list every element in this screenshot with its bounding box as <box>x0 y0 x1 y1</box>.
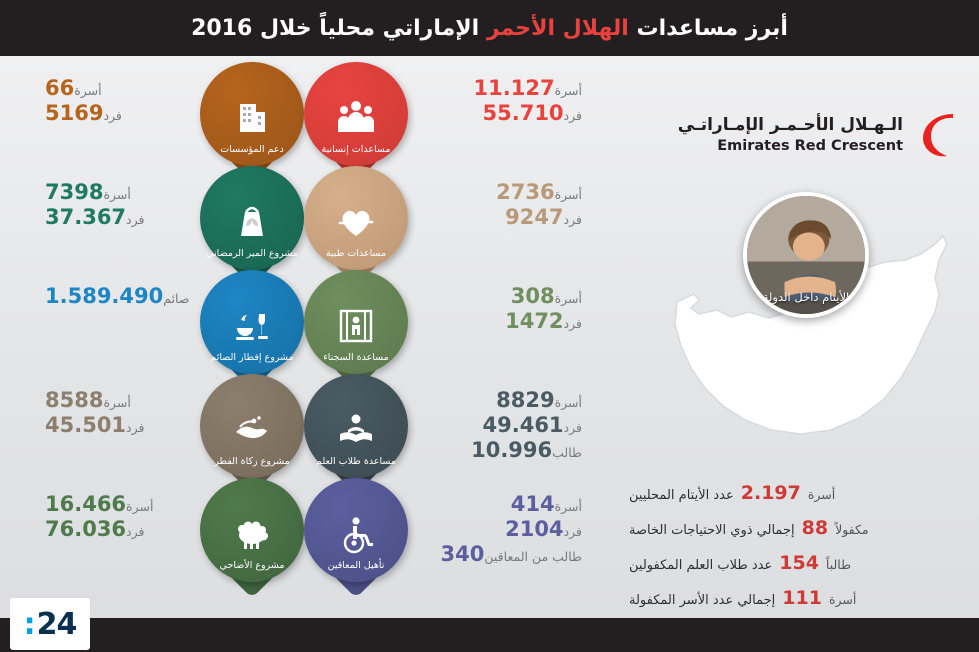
rs-value: 2.197 <box>740 482 801 504</box>
stat-unit: فرد <box>126 523 145 539</box>
rs-label: إجمالي عدد الأسر المكفولة <box>629 593 776 608</box>
erc-logo <box>678 108 965 160</box>
stat-value: 414 <box>510 492 555 516</box>
pin-institutions-support[interactable] <box>200 62 304 182</box>
heartbeat-icon <box>334 200 378 244</box>
stat-line <box>430 438 582 463</box>
stat-unit: أسرة <box>126 499 154 514</box>
stat-line <box>430 205 582 230</box>
hands-giving-icon <box>230 408 274 452</box>
sponsored-students-count <box>629 552 969 574</box>
stat-value: 37.367 <box>45 204 127 229</box>
pin-row <box>0 62 620 166</box>
pin-row <box>0 270 620 374</box>
red-crescent-icon <box>913 108 965 160</box>
stat-value: 5169 <box>45 100 104 125</box>
logo-number: 24 <box>36 606 77 642</box>
pin-prisoners-aid[interactable] <box>304 270 408 390</box>
stat-line <box>430 388 582 413</box>
sheep-icon <box>230 512 274 556</box>
rs-unit: مكفولاً <box>835 522 869 537</box>
stat-value: 66 <box>45 76 75 100</box>
stat-value: 340 <box>440 541 485 566</box>
pin-label-zakat-alfitr-project: مشروع زكاة الفطر <box>214 455 290 467</box>
stat-unit: فرد <box>563 419 582 435</box>
pin-medical-aid[interactable] <box>304 166 408 286</box>
header-bar <box>0 0 979 56</box>
pin-students-aid[interactable] <box>304 374 408 494</box>
pin-row <box>0 478 620 582</box>
orphans-photo-pin <box>743 192 869 352</box>
stat-unit: طالب <box>552 444 582 460</box>
stat-line <box>40 76 192 101</box>
stat-value: 45.501 <box>45 412 127 437</box>
stat-unit: فرد <box>103 107 122 123</box>
stat-unit: أسرة <box>554 83 582 98</box>
stat-unit: أسرة <box>554 499 582 514</box>
stat-line <box>40 101 192 126</box>
rs-unit: أسرة <box>807 487 836 502</box>
stat-line <box>40 492 192 517</box>
stat-value: 10.996 <box>471 437 553 462</box>
stats-iftar-saem-project <box>40 270 192 309</box>
stat-line <box>430 101 582 126</box>
pin-label-prisoners-aid: مساعدة السجناء <box>323 351 389 363</box>
brand-name-arabic: الـهـلال الأحـمـر الإمـاراتـي <box>677 114 903 135</box>
stat-unit: أسرة <box>554 395 582 410</box>
stat-value: 11.127 <box>473 76 555 100</box>
stat-value: 76.036 <box>45 516 127 541</box>
stat-line <box>40 413 192 438</box>
pin-label-institutions-support: دعم المؤسسات <box>220 143 284 155</box>
pin-label-medical-aid: مساعدات طبية <box>325 247 387 259</box>
pin-label-ramadan-mir-project: مشروع المير الرمضاني <box>206 247 298 259</box>
stats-institutions-support <box>40 62 192 126</box>
stat-unit: طالب من المعاقين <box>484 548 582 564</box>
title-part-before: أبرز مساعدات <box>628 15 788 41</box>
stat-unit: فرد <box>563 107 582 123</box>
stat-value: 1472 <box>505 308 564 333</box>
rs-value: 154 <box>779 552 819 574</box>
pin-adahi-project[interactable] <box>200 478 304 598</box>
stat-value: 8588 <box>45 388 104 412</box>
title-part-after: الإماراتي محلياً خلال 2016 <box>191 15 487 41</box>
stat-line <box>430 517 582 542</box>
stat-unit: فرد <box>126 211 145 227</box>
stat-line <box>430 309 582 334</box>
rs-label: عدد الأيتام المحليين <box>629 488 734 503</box>
wheelchair-icon <box>334 512 378 556</box>
sponsored-families-total <box>629 587 969 609</box>
stat-unit: أسرة <box>554 291 582 306</box>
stats-medical-aid <box>430 166 582 230</box>
stat-unit: فرد <box>563 523 582 539</box>
pin-disabled-rehabilitation[interactable] <box>304 478 408 598</box>
rs-unit: طالباً <box>825 557 852 572</box>
stat-value: 9247 <box>505 204 564 229</box>
family-icon <box>334 96 378 140</box>
building-icon <box>230 96 274 140</box>
stat-value: 16.466 <box>45 492 127 516</box>
rs-value: 88 <box>801 517 829 539</box>
rs-unit: أسرة <box>828 592 857 607</box>
special-needs-total <box>629 517 969 539</box>
pin-label-disabled-rehabilitation: تأهيل المعاقين <box>327 559 385 571</box>
stat-unit: أسرة <box>74 83 102 98</box>
pin-row <box>0 166 620 270</box>
rs-value: 111 <box>782 587 822 609</box>
stat-unit: فرد <box>126 419 145 435</box>
stat-value: 2104 <box>505 516 564 541</box>
footer-bar <box>0 618 979 652</box>
photo-caption: الأيتام داخل الدولة <box>762 290 850 304</box>
iftar-icon <box>230 304 274 348</box>
pin-label-adahi-project: مشروع الأضاحي <box>219 559 285 571</box>
stats-zakat-alfitr-project <box>40 374 192 438</box>
orphan-statistics-list <box>629 482 969 622</box>
stat-unit: فرد <box>563 315 582 331</box>
stats-ramadan-mir-project <box>40 166 192 230</box>
stat-line <box>430 492 582 517</box>
stat-unit: فرد <box>563 211 582 227</box>
stat-value: 1.589.490 <box>45 284 164 308</box>
pin-row <box>0 374 620 478</box>
stat-line <box>430 413 582 438</box>
pin-label-students-aid: مساعدة طلاب العلم <box>316 455 396 467</box>
pin-label-humanitarian-aid: مساعدات إنسانية <box>321 143 391 155</box>
stats-disabled-rehabilitation <box>430 478 582 566</box>
pin-label-iftar-saem-project: مشروع إفطار الصائم <box>210 351 294 363</box>
pin-zakat-alfitr-project[interactable] <box>200 374 304 494</box>
rs-label: عدد طلاب العلم المكفولين <box>629 558 773 573</box>
page-title <box>191 16 788 41</box>
stat-line <box>40 205 192 230</box>
logo-colon: : <box>23 606 35 642</box>
stat-unit: أسرة <box>554 187 582 202</box>
stat-line <box>40 517 192 542</box>
stats-adahi-project <box>40 478 192 542</box>
stat-line <box>40 388 192 413</box>
brand-name-english: Emirates Red Crescent <box>717 137 903 154</box>
stat-unit: أسرة <box>103 187 131 202</box>
stat-line <box>430 76 582 101</box>
stat-value: 8829 <box>496 388 555 412</box>
stat-value: 2736 <box>496 180 555 204</box>
stat-unit: أسرة <box>103 395 131 410</box>
stats-humanitarian-aid <box>430 62 582 126</box>
aid-categories-grid <box>0 62 620 622</box>
reading-icon <box>334 408 378 452</box>
right-panel <box>619 62 979 622</box>
pin-ramadan-mir-project[interactable] <box>200 166 304 286</box>
stat-value: 7398 <box>45 180 104 204</box>
stat-value: 49.461 <box>482 412 564 437</box>
logo-24[interactable] <box>10 598 90 650</box>
local-orphans-count <box>629 482 969 504</box>
title-highlight: الهلال الأحمر <box>486 15 629 41</box>
stat-line <box>430 284 582 309</box>
stat-line <box>430 180 582 205</box>
food-bag-icon <box>230 200 274 244</box>
stats-students-aid <box>430 374 582 462</box>
stat-line <box>430 542 582 567</box>
stats-prisoners-aid <box>430 270 582 334</box>
prison-icon <box>334 304 378 348</box>
rs-label: إجمالي ذوي الاحتياجات الخاصة <box>629 523 795 538</box>
stat-value: 55.710 <box>482 100 564 125</box>
stat-value: 308 <box>510 284 555 308</box>
stat-line <box>40 180 192 205</box>
orphan-photo <box>743 192 869 318</box>
stat-line <box>40 284 192 309</box>
stat-unit: صائم <box>163 291 190 306</box>
pin-humanitarian-aid[interactable] <box>304 62 408 182</box>
pin-iftar-saem-project[interactable] <box>200 270 304 390</box>
